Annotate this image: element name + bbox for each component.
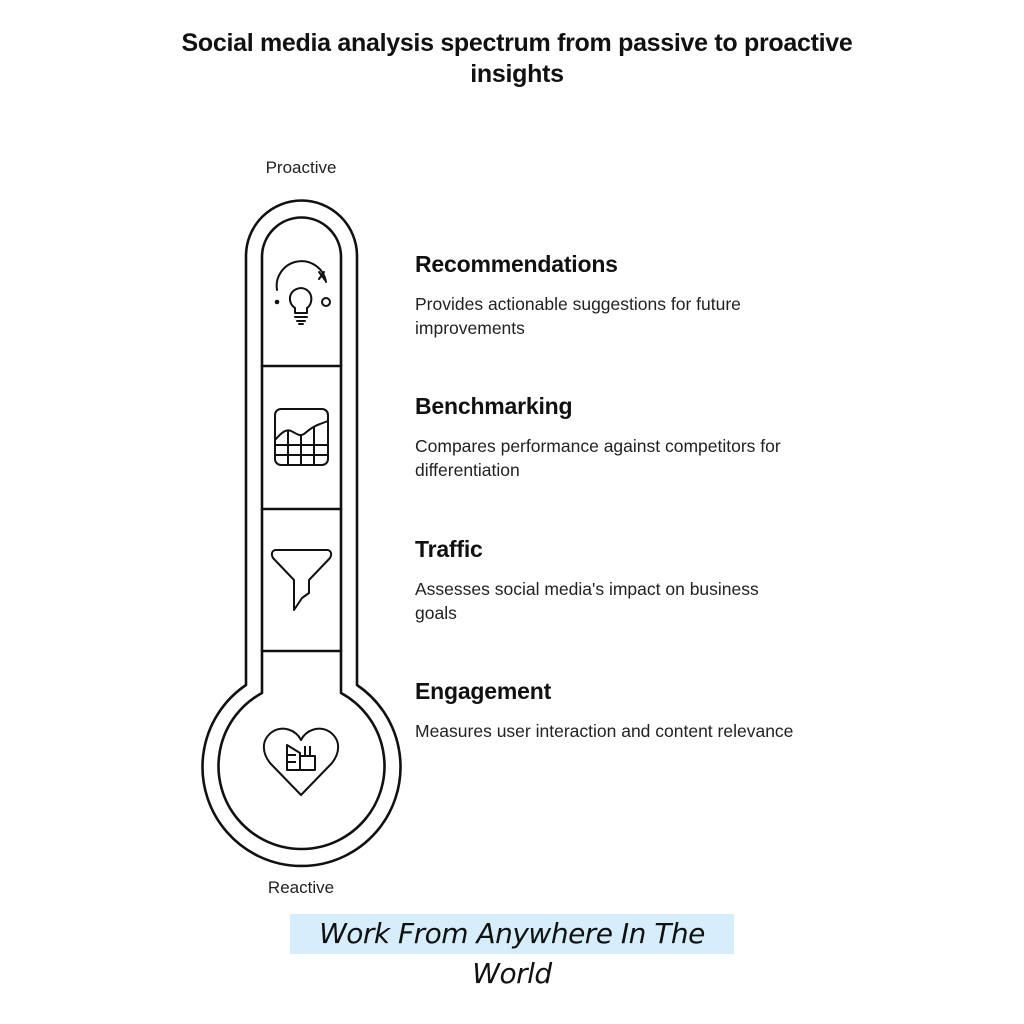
item-description: Measures user interaction and content relevance bbox=[415, 721, 794, 741]
item-engagement bbox=[415, 677, 815, 743]
thermometer-outer-outline bbox=[202, 201, 400, 866]
item-traffic bbox=[415, 535, 815, 625]
item-title: Traffic bbox=[415, 536, 483, 562]
item-description: Assesses social media's impact on business goals bbox=[415, 579, 759, 623]
proactive-label: Proactive bbox=[265, 158, 337, 177]
funnel-icon bbox=[272, 550, 331, 610]
item-title: Recommendations bbox=[415, 251, 618, 277]
item-recommendations bbox=[415, 250, 815, 340]
lightbulb-icon bbox=[276, 261, 330, 324]
reactive-label: Reactive bbox=[267, 878, 335, 897]
item-title: Engagement bbox=[415, 678, 552, 704]
item-benchmarking bbox=[415, 392, 815, 482]
page-title: Social media analysis spectrum from passive to proactive insights bbox=[181, 29, 853, 88]
item-description: Compares performance against competitors for differentiation bbox=[415, 436, 781, 480]
footer-banner: Work From Anywhere In The World bbox=[290, 914, 734, 954]
item-description: Provides actionable suggestions for future improvements bbox=[415, 294, 741, 338]
item-title: Benchmarking bbox=[415, 393, 573, 419]
heart-icon bbox=[264, 729, 338, 795]
chart-grid-icon bbox=[275, 409, 328, 465]
